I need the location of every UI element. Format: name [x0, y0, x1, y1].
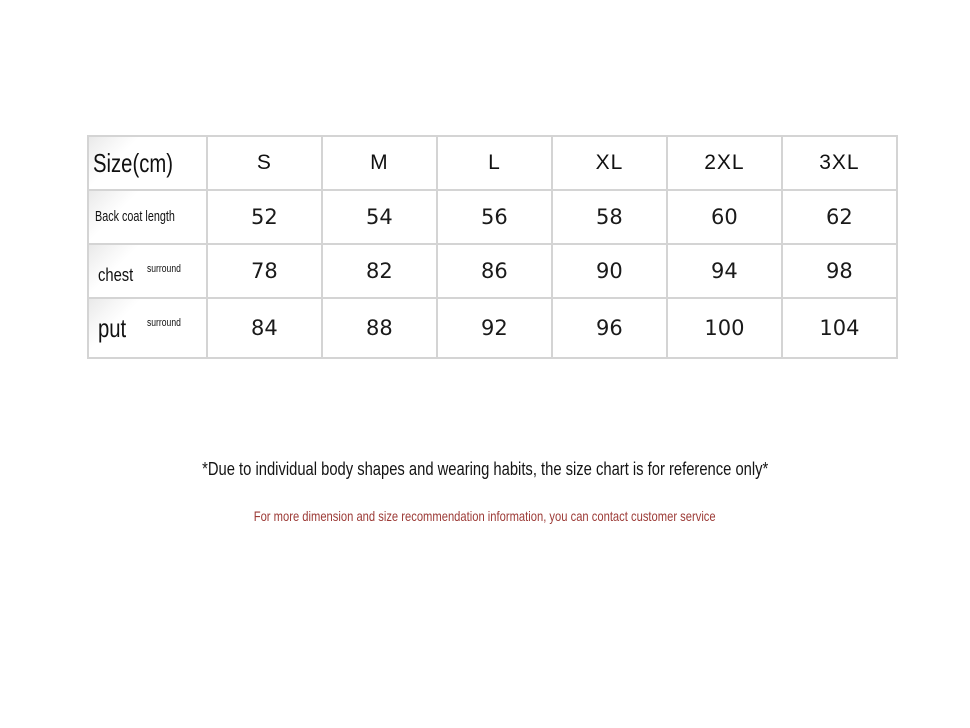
chest-value: 82	[366, 259, 393, 283]
chest-label: chest	[98, 265, 134, 285]
table-cell	[207, 298, 322, 358]
contact-note	[0, 508, 970, 524]
put-value: 84	[251, 316, 278, 340]
table-cell	[782, 298, 897, 358]
reference-disclaimer-text: *Due to individual body shapes and wearing habits, the size chart is for reference only*	[201, 459, 769, 479]
size-header-cell	[437, 136, 552, 190]
size-header-row	[88, 136, 897, 190]
size-chart-table	[87, 135, 898, 359]
chest-value: 86	[481, 259, 508, 283]
table-cell	[437, 190, 552, 244]
table-cell	[437, 298, 552, 358]
back-length-value: 54	[366, 205, 393, 229]
back-length-row	[88, 190, 897, 244]
back-length-label-cell	[88, 190, 207, 244]
back-length-value: 58	[596, 205, 623, 229]
size-header-cell	[782, 136, 897, 190]
chest-value: 94	[711, 259, 738, 283]
table-cell	[552, 244, 667, 298]
put-row	[88, 298, 897, 358]
chest-label-cell	[88, 244, 207, 298]
table-cell	[322, 298, 437, 358]
table-cell	[667, 298, 782, 358]
chest-value: 90	[596, 259, 623, 283]
table-cell	[667, 244, 782, 298]
table-cell	[437, 244, 552, 298]
size-header-cell	[207, 136, 322, 190]
table-cell	[207, 190, 322, 244]
put-value: 92	[481, 316, 508, 340]
put-sublabel: surround	[147, 317, 181, 329]
size-header-label: Size(cm)	[93, 147, 173, 178]
table-cell	[782, 244, 897, 298]
put-value: 104	[819, 316, 860, 340]
back-length-value: 60	[711, 205, 738, 229]
table-cell	[322, 190, 437, 244]
contact-note-text: For more dimension and size recommendation information, you can contact customer service	[254, 508, 716, 524]
size-header-xl: XL	[595, 151, 624, 174]
chest-value: 98	[826, 259, 853, 283]
back-length-label: Back coat length	[95, 208, 175, 225]
reference-disclaimer	[0, 459, 970, 480]
put-value: 96	[596, 316, 623, 340]
put-value: 100	[704, 316, 745, 340]
back-length-value: 62	[826, 205, 853, 229]
size-header-cell	[322, 136, 437, 190]
table-cell	[552, 190, 667, 244]
put-label: put	[98, 313, 127, 343]
put-value: 88	[366, 316, 393, 340]
table-cell	[552, 298, 667, 358]
size-header-m: M	[370, 151, 389, 174]
table-cell	[322, 244, 437, 298]
chest-value: 78	[251, 259, 278, 283]
size-header-cell	[667, 136, 782, 190]
size-header-l: L	[488, 151, 501, 174]
back-length-value: 56	[481, 205, 508, 229]
back-length-value: 52	[251, 205, 278, 229]
size-header-2xl: 2XL	[704, 151, 745, 174]
chest-row	[88, 244, 897, 298]
table-cell	[667, 190, 782, 244]
chest-sublabel: surround	[147, 263, 181, 275]
put-label-cell	[88, 298, 207, 358]
size-header-s: S	[256, 151, 272, 174]
size-header-cell	[552, 136, 667, 190]
table-cell	[782, 190, 897, 244]
size-header-3xl: 3XL	[819, 151, 860, 174]
size-header-label-cell	[88, 136, 207, 190]
table-cell	[207, 244, 322, 298]
